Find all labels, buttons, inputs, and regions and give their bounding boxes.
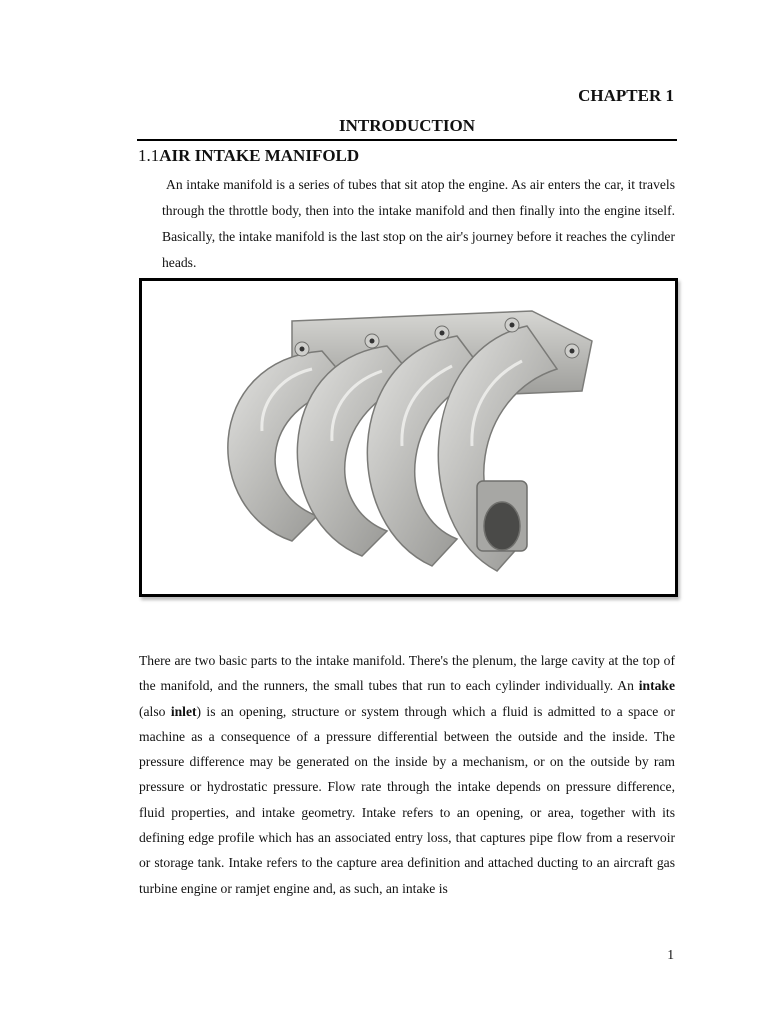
section-number: 1.1 <box>138 146 160 165</box>
title-divider <box>137 139 677 141</box>
body-text-part-1: There are two basic parts to the intake manifold. There's the plenum, the large cavity at the top of the manifold, and the runners, the small tubes that run to each cylinder individually. An <box>139 653 675 694</box>
page-number: 1 <box>667 947 674 962</box>
body-text-part-2: (also <box>139 703 171 719</box>
intro-paragraph: An intake manifold is a series of tubes that sit atop the engine. As air enters the car, it travels through the throttle body, then into the intake manifold and then finally into the engine itself. Basically, the intake manifold is the last stop on the air's journey before it reaches the cylinder heads. <box>162 177 675 270</box>
body-text-part-3: ) is an opening, structure or system through which a fluid is admitted to a space or machine as a consequence of a pressure differential between the outside and the inside. The pressure difference may be generated on the inside by a mechanism, or on the outside by ram pressure or hydrostatic pressure. Flow rate through the intake depends on pressure difference, fluid properties, and intake geometry. Intake refers to an opening, or area, together with its defining edge profile which has an associated entry loss, that captures pipe flow from a reservoir or storage tank. Intake refers to the capture area definition and attached ducting to an aircraft gas turbine engine or ramjet engine and, as such, an intake is <box>139 703 676 896</box>
intake-manifold-photo <box>142 281 675 594</box>
section-heading <box>138 146 359 166</box>
page-title: INTRODUCTION <box>338 116 476 135</box>
term-inlet: inlet <box>170 703 197 719</box>
section-title: AIR INTAKE MANIFOLD <box>159 146 360 165</box>
manifold-figure <box>139 278 678 597</box>
body-paragraph <box>139 648 675 901</box>
term-intake: intake <box>638 678 675 694</box>
chapter-heading: CHAPTER 1 <box>578 86 674 105</box>
